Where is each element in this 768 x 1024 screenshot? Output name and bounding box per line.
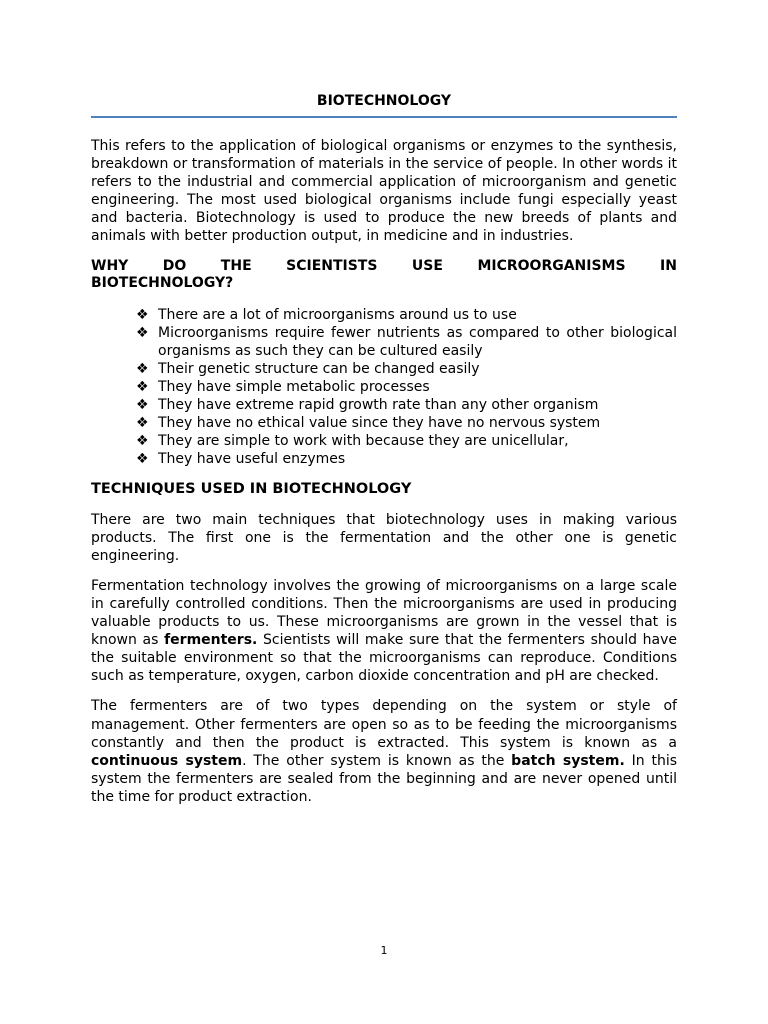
- techniques-heading: TECHNIQUES USED IN BIOTECHNOLOGY: [91, 480, 412, 497]
- diamond-bullet-icon: ❖: [136, 432, 149, 449]
- fermenters-term: fermenters.: [164, 632, 258, 649]
- continuous-system-term: continuous system: [91, 752, 243, 769]
- page-title: BIOTECHNOLOGY: [91, 94, 677, 118]
- fermenter-types-text-part2: . The other system is known as the: [242, 752, 512, 769]
- list-item: [136, 396, 677, 414]
- list-item-text: They have simple metabolic processes: [158, 378, 430, 395]
- fermentation-paragraph: [91, 577, 677, 686]
- list-item: [136, 378, 677, 396]
- diamond-bullet-icon: ❖: [136, 378, 149, 395]
- diamond-bullet-icon: ❖: [136, 306, 149, 323]
- diamond-bullet-icon: ❖: [136, 396, 149, 413]
- list-item: [136, 306, 677, 324]
- why-heading-line2: BIOTECHNOLOGY?: [91, 274, 234, 291]
- diamond-bullet-icon: ❖: [136, 360, 149, 377]
- reasons-list: [91, 306, 677, 468]
- list-item-text: Microorganisms require fewer nutrients as compared to other biological organisms as such they can be cultured easily: [158, 324, 677, 359]
- fermenter-types-text-part1: The fermenters are of two types depending on the system or style of management. Other fermenters are open so as to be feeding the microorganisms constantly and then the product is extracted. This system is known as a: [91, 698, 677, 751]
- list-item-text: They have no ethical value since they have no nervous system: [158, 414, 601, 431]
- intro-paragraph: This refers to the application of biological organisms or enzymes to the synthesis, breakdown or transformation of materials in the service of people. In other words it refers to the industrial and commercial application of microorganism and genetic engineering. The most used biological organisms include fungi especially yeast and bacteria. Biotechnology is used to produce the new breeds of plants and animals with better production output, in medicine and in industries.: [91, 138, 677, 245]
- why-microorganisms-heading: [91, 258, 677, 292]
- list-item: [136, 324, 677, 360]
- list-item-text: There are a lot of microorganisms around us to use: [158, 306, 517, 323]
- diamond-bullet-icon: ❖: [136, 414, 149, 431]
- fermenter-types-paragraph: [91, 697, 677, 806]
- fermentation-text-part1: Fermentation technology involves the growing of microorganisms on a large scale in carefully controlled conditions. Then the microorganisms are used in producing valuable products to us. These microorganisms are grown in the vessel that is known as: [91, 577, 677, 649]
- page-number: 1: [380, 944, 388, 957]
- fermentation-text-part2: Scientists will make sure that the fermenters should have the suitable environment so that the microorganisms can reproduce. Conditions such as temperature, oxygen, carbon dioxide concentration and pH are checked.: [91, 632, 677, 685]
- diamond-bullet-icon: ❖: [136, 450, 149, 467]
- list-item: [136, 450, 677, 468]
- page-content: [91, 94, 677, 806]
- why-heading-line1: WHY DO THE SCIENTISTS USE MICROORGANISMS IN: [91, 257, 677, 274]
- batch-system-term: batch system.: [511, 752, 625, 769]
- fermenter-types-text-part3: In this system the fermenters are sealed from the beginning and are never opened until the time for product extraction.: [91, 752, 678, 805]
- diamond-bullet-icon: ❖: [136, 324, 149, 341]
- techniques-intro-paragraph: There are two main techniques that biotechnology uses in making various products. The first one is the fermentation and the other one is genetic engineering.: [91, 511, 677, 564]
- list-item-text: They have extreme rapid growth rate than any other organism: [158, 396, 599, 413]
- list-item-text: Their genetic structure can be changed easily: [158, 360, 480, 377]
- list-item: [136, 414, 677, 432]
- list-item: [136, 360, 677, 378]
- list-item: [136, 432, 677, 450]
- list-item-text: They have useful enzymes: [158, 450, 346, 467]
- list-item-text: They are simple to work with because they are unicellular,: [158, 432, 569, 449]
